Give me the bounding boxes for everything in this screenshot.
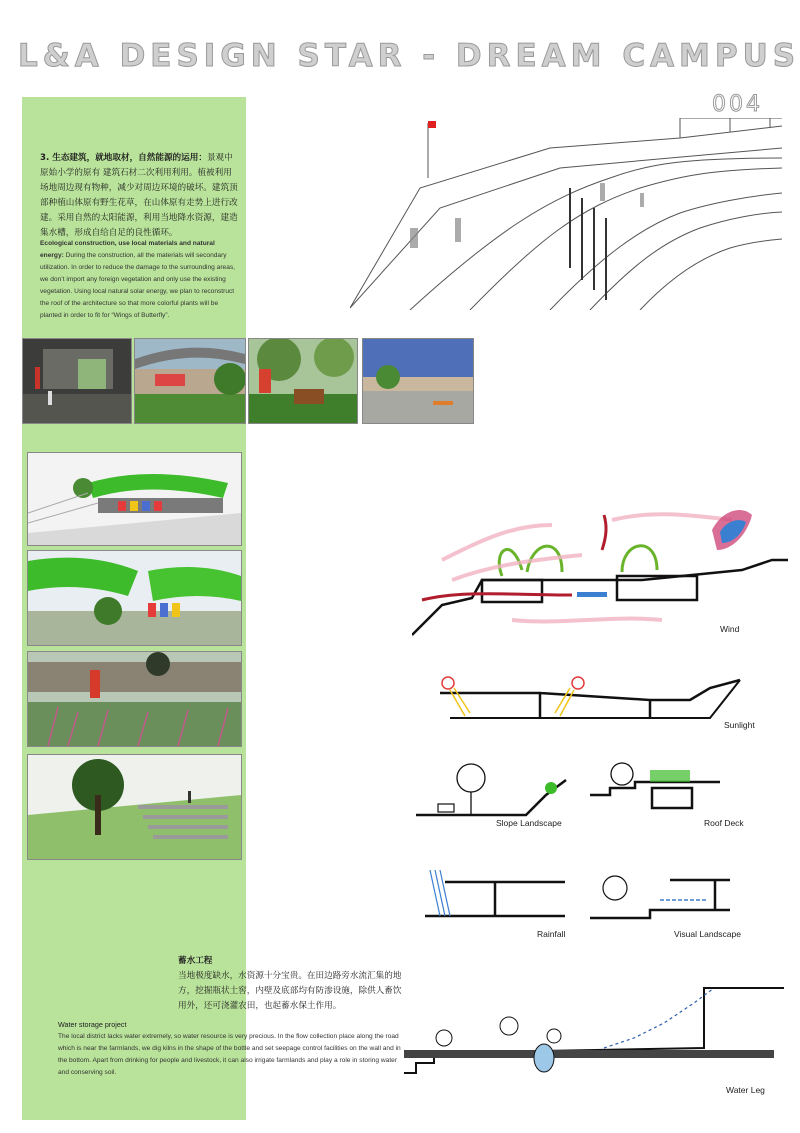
water-leg-label: Water Leg — [726, 1085, 765, 1095]
hero-sketch-perspective — [350, 118, 782, 310]
photo-plaza-sky — [362, 338, 474, 424]
intro-zh-lead: 3. 生态建筑，就地取材，自然能源的运用： — [40, 153, 207, 163]
rainfall-diagram — [425, 870, 565, 926]
visual-landscape-label: Visual Landscape — [674, 929, 741, 939]
wind-label: Wind — [720, 624, 740, 634]
render-tree-stairs — [27, 754, 242, 860]
render-terrace-roof — [27, 550, 242, 646]
roof-deck-diagram — [590, 760, 720, 820]
intro-en-lead: Ecological construction, use local materials and natural energy: — [40, 240, 215, 259]
page-number: 004 — [712, 92, 763, 117]
sunlight-diagram — [410, 668, 750, 728]
intro-en-body: During the construction, all the materials will secondary utilization. In order to reduce the damage to the surrounding areas, we don’t import any foreign vegetation and only use the existing vegetation. Using local natural solar energy, we plan to reconstruct the roof of the architecture so that more colorful plants will be planted in order to fit for “Wings of Butterfly”. — [40, 252, 236, 319]
roof-deck-label: Roof Deck — [704, 818, 744, 828]
intro-chinese — [40, 151, 240, 241]
photo-walkway-canopy — [134, 338, 246, 424]
water-storage-chinese — [178, 954, 403, 1014]
sunlight-label: Sunlight — [724, 720, 755, 730]
water-zh-title: 蓄水工程 — [178, 956, 213, 966]
water-en-title: Water storage project — [58, 1020, 127, 1029]
intro-zh-body: 景观中原始小学的原有 建筑石材二次利用利用。植被利用场地周边现有物种，减少对周边环境的破坏。建筑顶部种植山体原有野生花草，在山体原有走势上进行改建。采用自然的太阳能源，利用当地降水资源，建造集水槽，形成自给自足的良性循环。 — [40, 153, 238, 238]
slope-landscape-label: Slope Landscape — [496, 818, 562, 828]
render-aerial-roof — [27, 452, 242, 546]
water-en-body: The local district lacks water extremely, so water resource is very precious. In the flow collection place along the road which is near the farmlands, we dig kilns in the shape of the bottle and set seepage control facilities on the wall and in the bottom. Apart from drinking for people and livestock, it can also irrigate farmlands and play a role in storing water and conserving soil. — [58, 1033, 401, 1076]
visual-landscape-diagram — [590, 868, 730, 924]
water-leg-diagram — [404, 978, 784, 1078]
water-zh-body: 当地极度缺水，水资源十分宝贵。在田边路旁水流汇集的地方，挖掘瓶状土窖，内壁及底部均有防渗设施，除供人畜饮用外，还可浇灌农田，也起蓄水保土作用。 — [178, 971, 402, 1011]
intro-english — [40, 238, 240, 322]
photo-courtyard-dark — [22, 338, 132, 424]
slope-landscape-diagram — [416, 760, 576, 818]
water-storage-english — [58, 1019, 408, 1079]
render-grass-courtyard — [27, 651, 242, 747]
photo-garden-bench — [248, 338, 358, 424]
rainfall-label: Rainfall — [537, 929, 566, 939]
wind-diagram — [412, 480, 788, 640]
poster-title: L&A DESIGN STAR - DREAM CAMPUS — [18, 38, 800, 74]
